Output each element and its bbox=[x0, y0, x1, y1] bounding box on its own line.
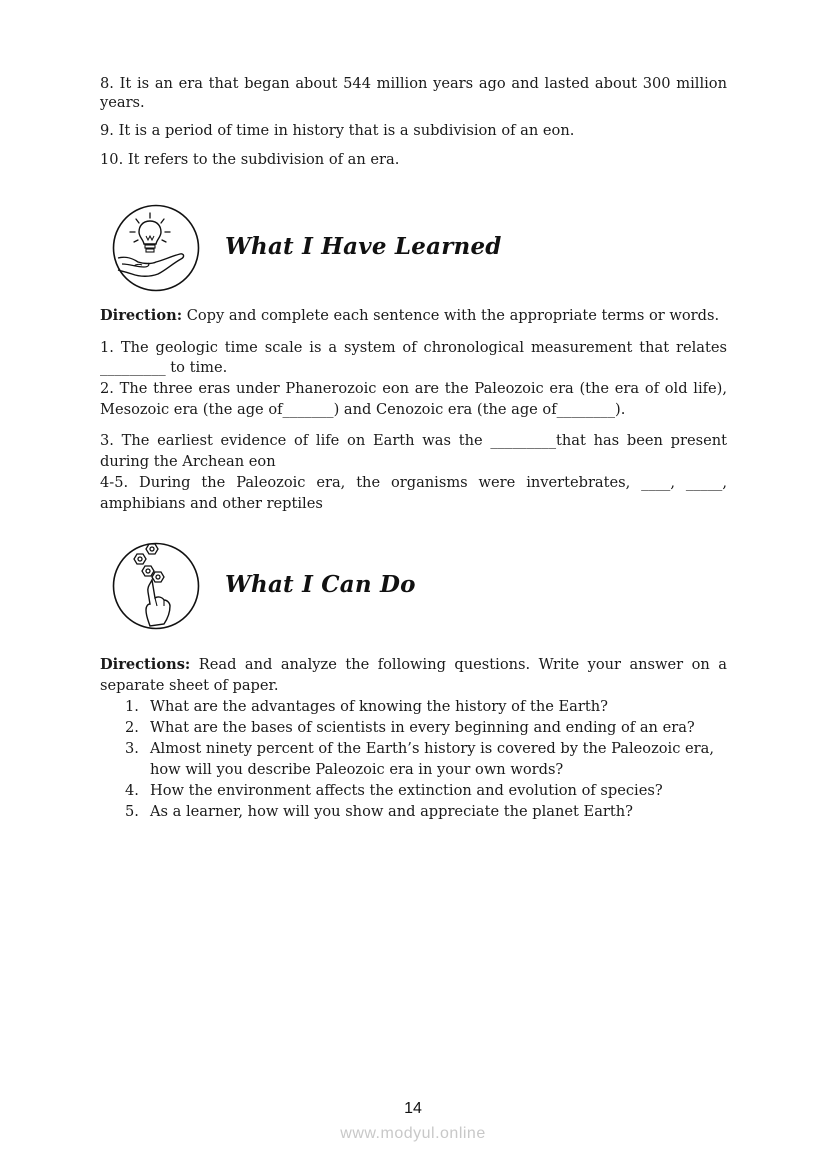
directions-text: Read and analyze the following questions. Write your answer on a bbox=[190, 656, 727, 673]
question-text: As a learner, how will you show and appreciate the planet Earth? bbox=[150, 803, 633, 820]
question-number: 1. bbox=[125, 698, 139, 715]
list-item bbox=[100, 696, 727, 717]
can-do-title: What I Can Do bbox=[225, 571, 416, 598]
question-number: 2. bbox=[125, 719, 139, 736]
page-number: 14 bbox=[404, 1100, 422, 1117]
learned-item-1-line2: _________ to time. bbox=[100, 359, 228, 376]
learned-item-4-5-line1: 4-5. During the Paleozoic era, the organisms were invertebrates, ____, _____, bbox=[100, 474, 727, 491]
question-list bbox=[100, 696, 727, 822]
question-text: What are the bases of scientists in every beginning and ending of an era? bbox=[150, 719, 695, 736]
learned-direction bbox=[100, 306, 727, 327]
direction-text: Copy and complete each sentence with the appropriate terms or words. bbox=[182, 307, 720, 324]
directions-label: Directions: bbox=[100, 656, 191, 673]
learned-item-3-line1: 3. The earliest evidence of life on Earth was the _________that has been present bbox=[100, 432, 727, 449]
question-number: 4. bbox=[125, 782, 139, 799]
hand-gears-icon bbox=[112, 542, 200, 630]
watermark: www.modyul.online bbox=[340, 1125, 486, 1142]
item-8-line2: years. bbox=[100, 94, 145, 111]
list-item bbox=[100, 738, 727, 780]
learned-title: What I Have Learned bbox=[225, 233, 502, 260]
question-text: Almost ninety percent of the Earth’s history is covered by the Paleozoic era, bbox=[150, 740, 714, 757]
question-text: What are the advantages of knowing the history of the Earth? bbox=[150, 698, 608, 715]
item-10: 10. It refers to the subdivision of an era. bbox=[100, 151, 400, 168]
list-item bbox=[100, 780, 727, 801]
lightbulb-hand-icon bbox=[112, 204, 200, 292]
question-number: 3. bbox=[125, 740, 139, 757]
list-item bbox=[100, 801, 727, 822]
direction-label: Direction: bbox=[100, 307, 183, 324]
learned-item-4-5-line2: amphibians and other reptiles bbox=[100, 495, 323, 512]
can-do-directions-line1 bbox=[100, 655, 727, 676]
question-text-cont: how will you describe Paleozoic era in your own words? bbox=[150, 761, 564, 778]
learned-item-2-line2: Mesozoic era (the age of_______) and Cenozoic era (the age of________). bbox=[100, 401, 626, 418]
item-9: 9. It is a period of time in history that is a subdivision of an eon. bbox=[100, 122, 575, 139]
item-8-line1: 8. It is an era that began about 544 million years ago and lasted about 300 million bbox=[100, 75, 727, 92]
question-text: How the environment affects the extinction and evolution of species? bbox=[150, 782, 663, 799]
learned-item-2-line1: 2. The three eras under Phanerozoic eon are the Paleozoic era (the era of old life), bbox=[100, 380, 727, 397]
learned-item-1-line1: 1. The geologic time scale is a system of chronological measurement that relates bbox=[100, 339, 727, 356]
list-item bbox=[100, 717, 727, 738]
can-do-directions-line2: separate sheet of paper. bbox=[100, 677, 279, 694]
question-number: 5. bbox=[125, 803, 139, 820]
learned-item-3-line2: during the Archean eon bbox=[100, 453, 276, 470]
